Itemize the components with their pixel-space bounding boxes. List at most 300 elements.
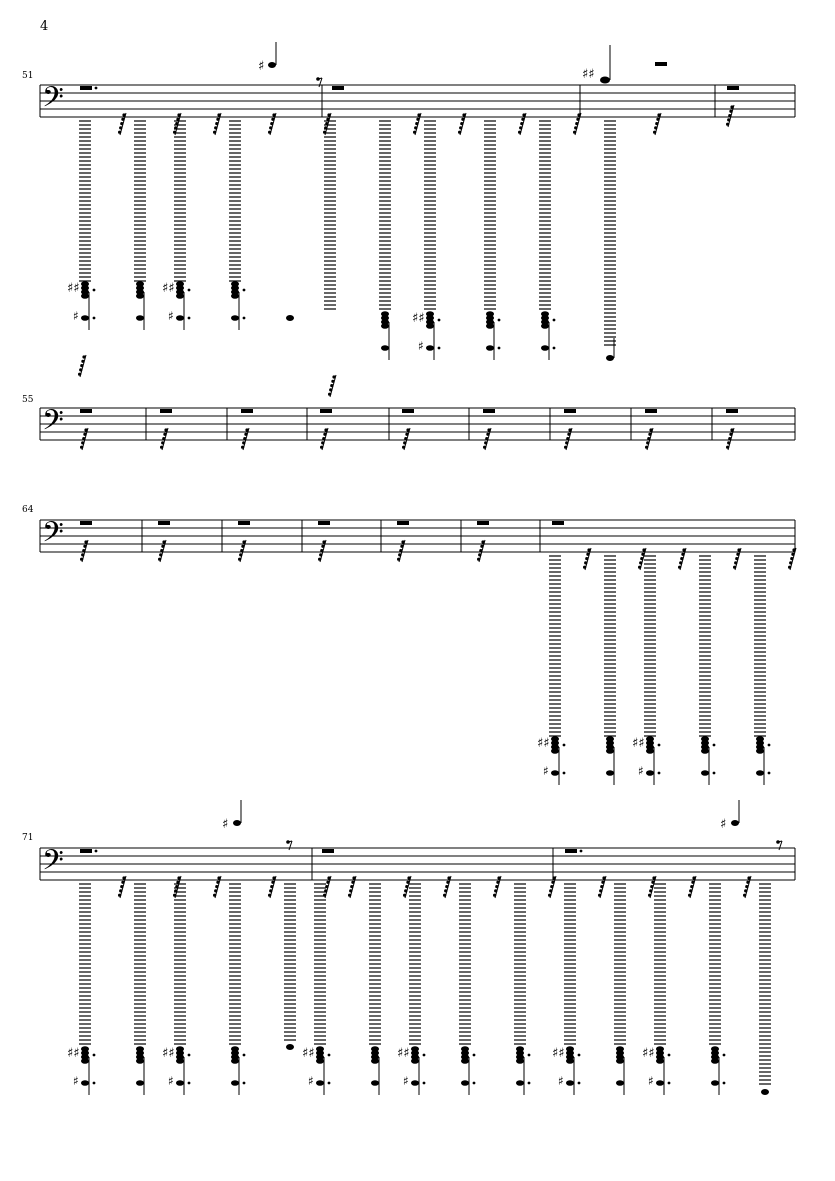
rest-flag-dot <box>399 549 402 552</box>
sharp-icon: ♯ <box>403 1074 409 1088</box>
notehead <box>231 293 239 299</box>
rest-flag-dot <box>678 566 681 569</box>
rest-flag-dot <box>727 118 730 121</box>
augmentation-dot <box>768 744 771 747</box>
notehead <box>711 1058 719 1064</box>
rest-flag-dot <box>216 881 219 884</box>
rest-flag-dot <box>689 889 692 892</box>
rest-flag-dot <box>84 540 87 543</box>
rest-flag-dot <box>792 548 795 551</box>
rest-flag-dot <box>648 894 651 897</box>
rest-flag-dot <box>477 558 480 561</box>
augmentation-dot <box>658 744 661 747</box>
notehead <box>761 1089 769 1095</box>
notehead <box>600 77 610 84</box>
rest-flag-dot <box>746 881 749 884</box>
whole-rest-icon <box>477 521 489 525</box>
measure-number: 55 <box>22 395 34 405</box>
rest-flag-dot <box>348 894 351 897</box>
rest-flag-dot <box>163 433 166 436</box>
notehead <box>231 1058 239 1064</box>
rest-flag-dot <box>350 885 353 888</box>
system-55 <box>22 395 795 450</box>
rest-flag-dot <box>729 110 732 113</box>
rest-flag-dot <box>270 885 273 888</box>
rest-flag-dot <box>320 549 323 552</box>
augmentation-dot <box>553 319 556 322</box>
rest-flag-dot <box>271 881 274 884</box>
whole-rest-icon <box>397 521 409 525</box>
whole-rest-icon <box>241 409 253 413</box>
rest-flag-dot <box>587 548 590 551</box>
measure-number: 71 <box>22 833 34 843</box>
augmentation-dot <box>713 772 716 775</box>
rest-flag-dot <box>653 131 656 134</box>
notehead <box>616 1058 624 1064</box>
rest-flag-dot <box>118 131 121 134</box>
rest-flag-dot <box>81 553 84 556</box>
whole-rest-icon <box>726 409 738 413</box>
augmentation-dot <box>423 1054 426 1057</box>
sharp-icon: ♯ <box>168 1074 174 1088</box>
augmentation-dot <box>95 87 98 90</box>
whole-rest-icon <box>238 521 250 525</box>
rest-flag-dot <box>80 558 83 561</box>
notehead <box>176 1058 184 1064</box>
rest-flag-dot <box>747 876 750 879</box>
rest-flag-dot <box>404 889 407 892</box>
notehead <box>371 1080 379 1086</box>
rest-flag-dot <box>84 428 87 431</box>
rest-flag-dot <box>598 894 601 897</box>
notehead <box>461 1080 469 1086</box>
rest-flag-dot <box>83 433 86 436</box>
sharp-icon: ♯♯ <box>642 1046 655 1061</box>
rest-flag-dot <box>82 549 85 552</box>
rest-flag-dot <box>728 114 731 117</box>
rest-flag-dot <box>271 118 274 121</box>
bass-clef-icon: 𝄢 <box>42 844 64 884</box>
whole-rest-icon <box>645 409 657 413</box>
rest-flag-dot <box>496 881 499 884</box>
rest-flag-dot <box>788 566 791 569</box>
notehead <box>616 1080 624 1086</box>
rest-flag-dot <box>601 881 604 884</box>
rest-flag-dot <box>403 441 406 444</box>
rest-flag-dot <box>600 885 603 888</box>
rest-flag-dot <box>239 553 242 556</box>
notehead <box>81 293 89 299</box>
notehead <box>461 1058 469 1064</box>
notehead <box>756 770 764 776</box>
notehead <box>136 315 144 321</box>
rest-flag-dot <box>564 446 567 449</box>
augmentation-dot <box>438 347 441 350</box>
rest-flag-dot <box>521 118 524 121</box>
rest-flag-dot <box>654 126 657 129</box>
rest-flag-dot <box>789 561 792 564</box>
rest-flag-dot <box>268 894 271 897</box>
augmentation-dot <box>438 319 441 322</box>
grace-notehead <box>268 62 276 68</box>
rest-flag-dot <box>692 876 695 879</box>
rest-flag-dot <box>649 428 652 431</box>
rest-flag-dot <box>736 553 739 556</box>
rest-flag-dot <box>120 122 123 125</box>
whole-rest-icon <box>727 86 739 90</box>
augmentation-dot <box>768 772 771 775</box>
system-51 <box>22 42 795 397</box>
sharp-icon: ♯ <box>648 1074 654 1088</box>
notehead <box>646 770 654 776</box>
sharp-icon: ♯ <box>73 1074 79 1088</box>
sharp-icon: ♯♯ <box>162 1046 175 1061</box>
rest-flag-dot <box>650 885 653 888</box>
rest-flag-dot <box>648 433 651 436</box>
rest-flag-dot <box>352 876 355 879</box>
whole-rest-icon <box>80 521 92 525</box>
rest-flag-dot <box>495 885 498 888</box>
rest-flag-dot <box>480 545 483 548</box>
sharp-icon: ♯♯ <box>412 311 425 326</box>
rest-flag-dot <box>177 113 180 116</box>
sharp-icon: ♯ <box>558 1074 564 1088</box>
rest-flag-dot <box>497 876 500 879</box>
rest-flag-dot <box>405 885 408 888</box>
notehead <box>316 1058 324 1064</box>
rest-flag-dot <box>80 364 83 367</box>
rest-flag-dot <box>690 885 693 888</box>
rest-flag-dot <box>402 446 405 449</box>
rest-flag-dot <box>730 428 733 431</box>
rest-flag-dot <box>398 553 401 556</box>
notehead <box>551 748 559 754</box>
augmentation-dot <box>578 1054 581 1057</box>
augmentation-dot <box>188 1082 191 1085</box>
rest-flag-dot <box>730 105 733 108</box>
rest-flag-dot <box>446 881 449 884</box>
whole-rest-icon <box>318 521 330 525</box>
rest-flag-dot <box>243 437 246 440</box>
rest-flag-dot <box>161 545 164 548</box>
rest-flag-dot <box>729 433 732 436</box>
augmentation-dot <box>93 1054 96 1057</box>
notehead <box>711 1080 719 1086</box>
rest-flag-dot <box>682 548 685 551</box>
rest-flag-dot <box>735 557 738 560</box>
rest-flag-dot <box>461 118 464 121</box>
augmentation-dot <box>328 1054 331 1057</box>
rest-flag-dot <box>745 885 748 888</box>
sharp-icon: ♯♯ <box>67 281 80 296</box>
notehead <box>381 323 389 329</box>
rest-flag-dot <box>520 122 523 125</box>
augmentation-dot <box>563 772 566 775</box>
rest-flag-dot <box>401 540 404 543</box>
rest-flag-dot <box>552 876 555 879</box>
rest-flag-dot <box>494 889 497 892</box>
sharp-icon: ♯ <box>720 817 727 832</box>
rest-flag-dot <box>122 876 125 879</box>
rest-flag-dot <box>791 553 794 556</box>
rest-flag-dot <box>241 545 244 548</box>
rest-flag-dot <box>728 437 731 440</box>
rest-flag-dot <box>646 441 649 444</box>
augmentation-dot <box>93 317 96 320</box>
augmentation-dot <box>473 1082 476 1085</box>
notehead <box>231 1080 239 1086</box>
augmentation-dot <box>93 289 96 292</box>
augmentation-dot <box>328 1082 331 1085</box>
rest-flag-dot <box>518 131 521 134</box>
whole-rest-icon <box>402 409 414 413</box>
rest-flag-dot <box>565 441 568 444</box>
rest-flag-dot <box>790 557 793 560</box>
rest-flag-dot <box>645 446 648 449</box>
rest-flag-dot <box>272 113 275 116</box>
rest-flag-dot <box>657 113 660 116</box>
rest-flag-dot <box>599 889 602 892</box>
rest-flag-dot <box>320 446 323 449</box>
augmentation-dot <box>243 1054 246 1057</box>
augmentation-dot <box>243 289 246 292</box>
bass-clef-icon: 𝄢 <box>42 81 64 121</box>
rest-flag-dot <box>487 428 490 431</box>
rest-flag-dot <box>691 881 694 884</box>
rest-flag-dot <box>584 561 587 564</box>
rest-flag-dot <box>162 437 165 440</box>
augmentation-dot <box>723 1082 726 1085</box>
rest-flag-dot <box>397 558 400 561</box>
rest-flag-dot <box>79 368 82 371</box>
rest-flag-dot <box>81 441 84 444</box>
rest-flag-dot <box>158 558 161 561</box>
rest-flag-dot <box>119 889 122 892</box>
rest-flag-dot <box>407 876 410 879</box>
whole-rest-icon <box>80 849 92 853</box>
rest-flag-dot <box>459 126 462 129</box>
rest-flag-dot <box>122 113 125 116</box>
rest-flag-dot <box>269 889 272 892</box>
whole-rest-icon <box>80 86 92 90</box>
rest-flag-dot <box>82 437 85 440</box>
rest-flag-dot <box>726 446 729 449</box>
rest-flag-dot <box>743 894 746 897</box>
rest-flag-dot <box>680 557 683 560</box>
notehead <box>411 1058 419 1064</box>
augmentation-dot <box>528 1054 531 1057</box>
notehead <box>516 1058 524 1064</box>
rest-flag-dot <box>734 561 737 564</box>
rest-flag-dot <box>655 122 658 125</box>
rest-flag-dot <box>447 876 450 879</box>
bass-clef-icon: 𝄢 <box>42 404 64 444</box>
sharp-icon: ♯♯ <box>162 281 175 296</box>
grace-notehead <box>233 820 241 826</box>
rest-flag-dot <box>416 118 419 121</box>
sharp-icon: ♯ <box>543 764 549 778</box>
augmentation-dot <box>473 1054 476 1057</box>
rest-flag-dot <box>80 446 83 449</box>
rest-flag-dot <box>119 126 122 129</box>
rest-flag-dot <box>245 428 248 431</box>
notehead <box>516 1080 524 1086</box>
rest-flag-dot <box>638 566 641 569</box>
augmentation-dot <box>498 319 501 322</box>
rest-flag-dot <box>583 566 586 569</box>
whole-rest-icon <box>332 86 344 90</box>
rest-flag-dot <box>656 118 659 121</box>
whole-rest-icon <box>320 409 332 413</box>
rest-flag-dot <box>329 388 332 391</box>
rest-flag-dot <box>458 131 461 134</box>
rest-flag-dot <box>159 553 162 556</box>
rest-flag-dot <box>216 118 219 121</box>
sharp-icon: ♯ <box>638 764 644 778</box>
rest-flag-dot <box>640 557 643 560</box>
notehead <box>606 770 614 776</box>
whole-rest-icon <box>158 521 170 525</box>
rest-flag-dot <box>215 122 218 125</box>
augmentation-dot <box>528 1082 531 1085</box>
notehead <box>426 345 434 351</box>
notehead <box>136 1058 144 1064</box>
rest-flag-dot <box>331 380 334 383</box>
notehead <box>381 345 389 351</box>
rest-flag-dot <box>679 561 682 564</box>
system-71 <box>22 800 795 1095</box>
rest-flag-dot <box>403 894 406 897</box>
rest-flag-dot <box>726 123 729 126</box>
rest-flag-dot <box>81 360 84 363</box>
rest-flag-dot <box>177 876 180 879</box>
rest-flag-dot <box>118 894 121 897</box>
augmentation-dot <box>553 347 556 350</box>
rest-flag-dot <box>332 375 335 378</box>
sharp-icon: ♯♯ <box>632 736 645 751</box>
rest-flag-dot <box>445 885 448 888</box>
rest-flag-dot <box>242 540 245 543</box>
rest-flag-dot <box>566 437 569 440</box>
augmentation-dot <box>188 289 191 292</box>
rest-flag-dot <box>737 548 740 551</box>
rest-flag-dot <box>214 889 217 892</box>
rest-flag-dot <box>215 885 218 888</box>
notehead <box>701 770 709 776</box>
rest-flag-dot <box>568 428 571 431</box>
system-64 <box>22 505 796 785</box>
rest-flag-dot <box>414 126 417 129</box>
rest-flag-dot <box>567 433 570 436</box>
notehead <box>646 748 654 754</box>
rest-flag-dot <box>83 545 86 548</box>
augmentation-dot <box>243 317 246 320</box>
notehead <box>566 1058 574 1064</box>
notehead <box>176 1080 184 1086</box>
rest-flag-dot <box>244 433 247 436</box>
rest-flag-dot <box>327 876 330 879</box>
rest-flag-dot <box>652 876 655 879</box>
rest-flag-dot <box>330 384 333 387</box>
rest-flag-dot <box>493 894 496 897</box>
notehead <box>176 315 184 321</box>
notehead <box>656 1080 664 1086</box>
measure-number: 64 <box>22 505 34 515</box>
rest-flag-dot <box>733 566 736 569</box>
notehead <box>81 1080 89 1086</box>
rest-flag-dot <box>460 122 463 125</box>
rest-flag-dot <box>213 894 216 897</box>
page-number: 4 <box>40 19 49 34</box>
rest-flag-dot <box>214 126 217 129</box>
rest-flag-dot <box>405 433 408 436</box>
whole-rest-icon <box>552 521 564 525</box>
augmentation-dot <box>188 1054 191 1057</box>
rest-flag-dot <box>322 540 325 543</box>
rest-flag-dot <box>483 446 486 449</box>
rest-flag-dot <box>217 876 220 879</box>
notehead <box>551 770 559 776</box>
sharp-icon: ♯♯ <box>397 1046 410 1061</box>
rest-flag-dot <box>519 126 522 129</box>
notehead <box>756 748 764 754</box>
sharp-icon: ♯ <box>168 309 174 323</box>
whole-rest-icon <box>564 409 576 413</box>
rest-flag-dot <box>161 441 164 444</box>
rest-flag-dot <box>727 441 730 444</box>
augmentation-dot <box>580 850 583 853</box>
rest-flag-dot <box>577 113 580 116</box>
rest-flag-dot <box>576 118 579 121</box>
notehead <box>426 323 434 329</box>
rest-flag-dot <box>327 113 330 116</box>
rest-flag-dot <box>479 549 482 552</box>
notehead <box>606 748 614 754</box>
rest-flag-dot <box>268 131 271 134</box>
augmentation-dot <box>578 1082 581 1085</box>
notehead <box>411 1080 419 1086</box>
rest-flag-dot <box>481 540 484 543</box>
rest-flag-dot <box>586 553 589 556</box>
sharp-icon: ♯♯ <box>552 1046 565 1061</box>
notehead <box>231 315 239 321</box>
rest-flag-dot <box>642 548 645 551</box>
rest-flag-dot <box>269 126 272 129</box>
rest-flag-dot <box>602 876 605 879</box>
rest-flag-dot <box>573 131 576 134</box>
sharp-icon: ♯♯ <box>582 67 595 82</box>
augmentation-dot <box>723 1054 726 1057</box>
rest-flag-dot <box>574 126 577 129</box>
notehead <box>541 323 549 329</box>
rest-flag-dot <box>585 557 588 560</box>
notehead <box>566 1080 574 1086</box>
bass-clef-icon: 𝄢 <box>42 516 64 556</box>
notehead <box>316 1080 324 1086</box>
rest-flag-dot <box>639 561 642 564</box>
notehead <box>286 315 294 321</box>
augmentation-dot <box>668 1082 671 1085</box>
augmentation-dot <box>713 744 716 747</box>
rest-flag-dot <box>575 122 578 125</box>
whole-rest-icon <box>483 409 495 413</box>
rest-flag-dot <box>478 553 481 556</box>
notehead <box>81 315 89 321</box>
sharp-icon: ♯ <box>418 339 424 353</box>
augmentation-dot <box>668 1054 671 1057</box>
rest-flag-dot <box>522 113 525 116</box>
rest-flag-dot <box>319 553 322 556</box>
